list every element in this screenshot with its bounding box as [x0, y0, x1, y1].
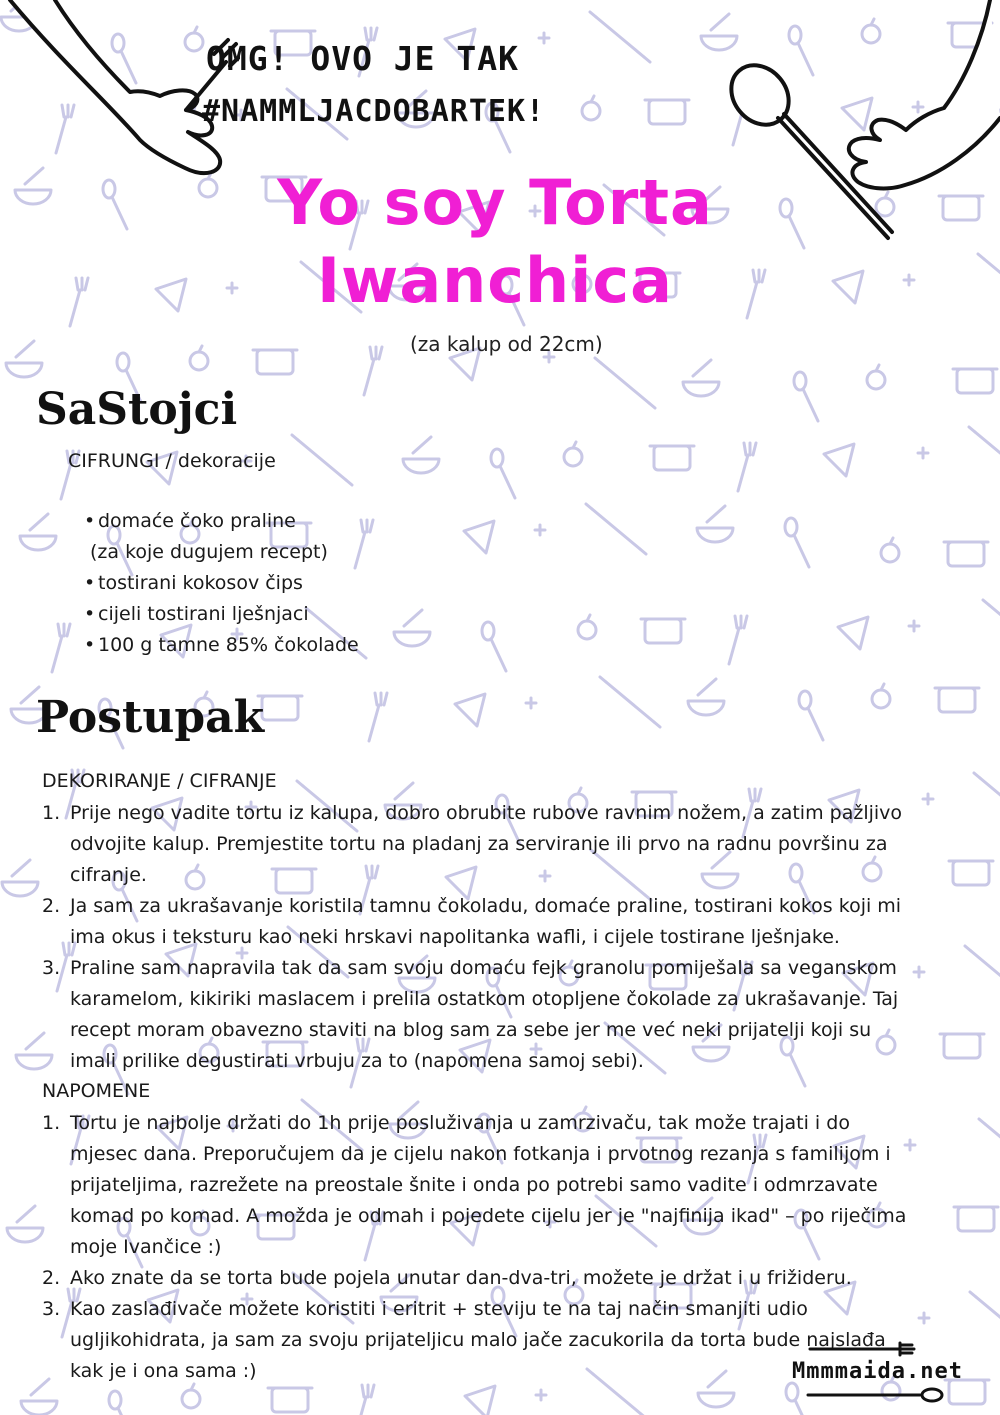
brand-logo [790, 1335, 990, 1405]
hand-with-spoon-icon [720, 0, 1000, 245]
step-number: 3. [42, 957, 61, 979]
step-item [42, 953, 922, 1077]
ingredient-item: • domaće čoko praline [86, 506, 359, 537]
ingredient-item: • 100 g tamne 85% čokolade [86, 630, 359, 661]
step-text: Ja sam za ukrašavanje koristila tamnu čokoladu, domaće praline, tostirani kokos koji mi ima okus i teksturu kao neki hrskavi napolitanka wafli, i cijele tostirane lješnjake. [70, 895, 902, 948]
step-number: 3. [42, 1298, 61, 1320]
step-item [42, 1263, 922, 1294]
ingredients-heading: SaStojci [36, 384, 238, 435]
ingredients-group-label: CIFRUNGI / dekoracije [68, 450, 276, 472]
ingredients-list [86, 506, 359, 661]
title-block [250, 166, 740, 317]
decorating-label: DEKORIRANJE / CIFRANJE [42, 770, 277, 792]
step-text: Kao zaslađivače možete koristiti i eritrit + steviju te na taj način smanjiti udio ugljikohidrata, ja sam za svoju prijateljicu malo jače zacukorila da torta bude najslađa kak je i ona sama :) [70, 1298, 886, 1382]
step-text: Prije nego vadite tortu iz kalupa, dobro obrubite rubove ravnim nožem, a zatim pažljivo odvojite kalup. Premjestite tortu na pladanj za serviranje ili prvo na radnu površinu za cifranje. [70, 802, 903, 886]
step-text: Praline sam napravila tak da sam svoju domaću fejk granolu pomiješala sa veganskom karamelom, kikiriki maslacem i prelila ostatkom otopljene čokolade za ukrašavanje. Taj recept moram obavezno staviti na blog sam za sebe jer me već neki prijatelji koji su imali prilike degustirati vrbuju za to (napomena samoj sebi). [70, 957, 899, 1072]
step-number: 1. [42, 802, 61, 824]
recipe-title-line-1: Yo soy Torta [277, 166, 713, 239]
decorating-steps [42, 798, 922, 1077]
tagline [202, 39, 546, 129]
procedure-heading: Postupak [36, 692, 265, 743]
step-number: 1. [42, 1112, 61, 1134]
brand-text: Mmmmaida.net [792, 1359, 963, 1384]
ingredient-item: • cijeli tostirani lješnjaci [86, 599, 359, 630]
recipe-title-line-2: Iwanchica [316, 244, 674, 317]
tagline-line-2: #NAMMLJACDOBARTEK! [202, 94, 546, 129]
step-number: 2. [42, 1267, 61, 1289]
step-text: Ako znate da se torta bude pojela unutar dan-dva-tri, možete je držat i u frižideru. [70, 1267, 852, 1289]
step-item [42, 891, 922, 953]
recipe-subtitle: (za kalup od 22cm) [410, 332, 603, 356]
step-item [42, 1108, 922, 1263]
notes-label: NAPOMENE [42, 1080, 151, 1102]
step-number: 2. [42, 895, 61, 917]
ingredient-note: (za koje dugujem recept) [90, 541, 328, 563]
ingredient-item: • tostirani kokosov čips [86, 568, 359, 599]
tagline-line-1: OMG! OVO JE TAK [206, 39, 520, 78]
step-item [42, 798, 922, 891]
step-text: Tortu je najbolje držati do 1h prije posluživanja u zamrzivaču, tak može trajati i do mjesec dana. Preporučujem da je cijelu nakon fotkanja i prvotnog rezanja s familijom i prijateljima, razrežete na preostale šnite i onda po potrebi samo vadite i odmrzavate komad po komad. A možda je odmah i pojedete cijelu jer je "najfinija ikad" – po riječima moje Ivančice :) [70, 1112, 907, 1258]
